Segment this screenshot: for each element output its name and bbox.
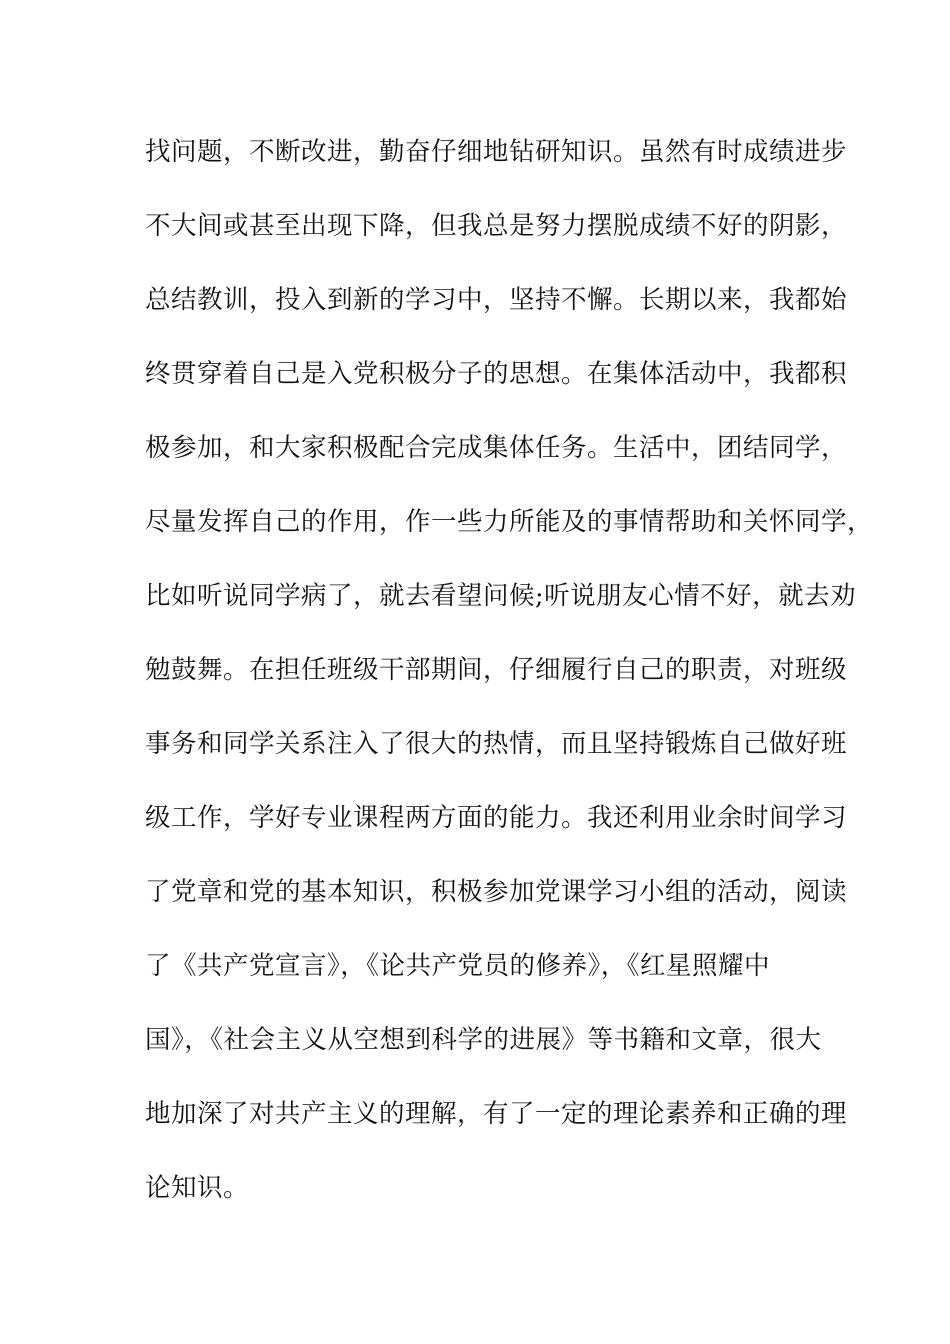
text-line: 事务和同学关系注入了很大的热情，而且坚持锻炼自己做好班 xyxy=(145,729,848,759)
text-line: 勉鼓舞。在担任班级干部期间，仔细履行自己的职责，对班级 xyxy=(145,655,848,685)
text-line: 地加深了对共产主义的理解，有了一定的理论素养和正确的理 xyxy=(145,1099,848,1129)
text-line: 总结教训，投入到新的学习中，坚持不懈。长期以来，我都始 xyxy=(145,285,848,315)
text-line: 国》，《社会主义从空想到科学的进展》等书籍和文章，很大 xyxy=(145,1025,822,1055)
text-line: 终贯穿着自己是入党积极分子的思想。在集体活动中，我都积 xyxy=(145,359,848,389)
text-line: 了党章和党的基本知识，积极参加党课学习小组的活动，阅读 xyxy=(145,877,848,907)
text-line: 找问题，不断改进，勤奋仔细地钻研知识。虽然有时成绩进步 xyxy=(145,137,848,167)
text-line: 极参加，和大家积极配合完成集体任务。生活中，团结同学， xyxy=(145,433,848,463)
text-line: 不大间或甚至出现下降，但我总是努力摆脱成绩不好的阴影， xyxy=(145,211,848,241)
text-line: 比如听说同学病了，就去看望问候;听说朋友心情不好，就去劝 xyxy=(145,581,857,611)
text-line: 尽量发挥自己的作用，作一些力所能及的事情帮助和关怀同学， xyxy=(145,507,874,537)
text-line: 级工作，学好专业课程两方面的能力。我还利用业余时间学习 xyxy=(145,803,848,833)
text-line: 了《共产党宣言》，《论共产党员的修养》，《红星照耀中 xyxy=(145,951,771,981)
text-line: 论知识。 xyxy=(145,1173,250,1203)
